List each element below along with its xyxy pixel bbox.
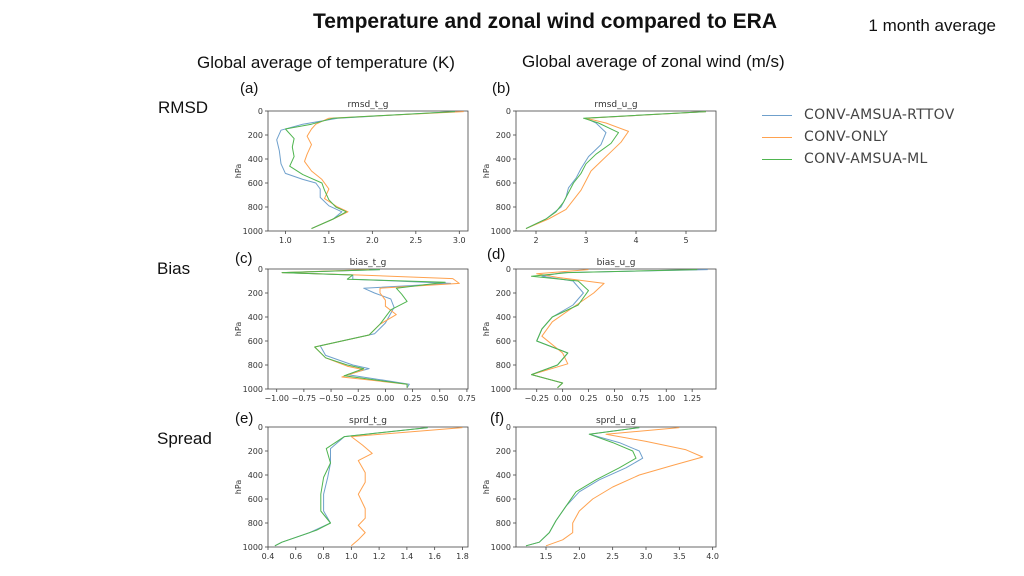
y-tick-label: 400 [495, 471, 511, 480]
x-tick-label: 0.75 [631, 394, 650, 403]
legend-label-conv-only: CONV-ONLY [804, 129, 889, 145]
y-tick-label: 1000 [490, 543, 511, 552]
y-tick-label: 800 [495, 203, 511, 212]
x-tick-label: 1.00 [657, 394, 676, 403]
plot-frame [516, 427, 716, 547]
series-line-conv-amsua-rttov [526, 112, 706, 229]
y-tick-label: 200 [495, 447, 511, 456]
x-tick-label: 3 [583, 236, 589, 245]
y-tick-label: 400 [247, 313, 263, 322]
plot-frame [268, 269, 468, 389]
y-tick-label: 1000 [490, 227, 511, 236]
y-axis-label: hPa [482, 321, 491, 337]
x-tick-label: 0.00 [553, 394, 572, 403]
plot-frame [516, 269, 716, 389]
y-tick-label: 600 [495, 495, 511, 504]
y-axis-label: hPa [482, 163, 491, 179]
panel-tag-e: (e) [235, 410, 254, 427]
y-axis-label: hPa [234, 321, 243, 337]
y-tick-label: 0 [257, 265, 263, 274]
y-tick-label: 200 [247, 131, 263, 140]
x-tick-label: 3.5 [672, 552, 686, 561]
y-tick-label: 800 [247, 361, 263, 370]
y-tick-label: 0 [257, 423, 263, 432]
plot-frame [516, 111, 716, 231]
y-tick-label: 200 [495, 131, 511, 140]
x-tick-label: 0.50 [605, 394, 624, 403]
row-label-rmsd: RMSD [158, 98, 209, 117]
series-line-conv-amsua-rttov [277, 112, 455, 229]
x-tick-label: −0.25 [524, 394, 549, 403]
y-tick-label: 1000 [490, 385, 511, 394]
y-tick-label: 0 [505, 265, 511, 274]
x-tick-label: 0.4 [261, 552, 275, 561]
row-label-bias: Bias [157, 259, 191, 278]
series-line-conv-amsua-rttov [532, 270, 708, 388]
y-tick-label: 400 [495, 155, 511, 164]
legend-entry-conv-only [762, 126, 955, 148]
x-tick-label: 2.0 [365, 236, 379, 245]
series-line-conv-amsua-rttov [275, 428, 428, 546]
series-line-conv-only [526, 112, 706, 229]
x-tick-label: 1.4 [400, 552, 414, 561]
y-tick-label: 0 [505, 107, 511, 116]
y-tick-label: 1000 [242, 543, 263, 552]
series-line-conv-amsua-ml [526, 428, 639, 546]
panel-tag-d: (d) [487, 246, 506, 263]
x-tick-label: 0.00 [376, 394, 395, 403]
x-tick-label: −0.50 [318, 394, 344, 403]
x-tick-label: 4.0 [706, 552, 720, 561]
y-tick-label: 600 [495, 337, 511, 346]
series-line-conv-amsua-ml [532, 270, 698, 388]
wind-column-title: Global average of zonal wind (m/s) [522, 52, 785, 71]
series-line-conv-only [546, 428, 703, 546]
legend-entry-rttov [762, 104, 955, 126]
x-tick-label: 1.6 [428, 552, 442, 561]
y-tick-label: 400 [247, 155, 263, 164]
legend-swatch-rttov [762, 115, 792, 116]
chart-bias-zonal-wind [476, 254, 726, 416]
y-tick-label: 1000 [242, 385, 263, 394]
legend-entry-ml [762, 148, 955, 170]
x-tick-label: 3.0 [452, 236, 466, 245]
y-tick-label: 200 [247, 289, 263, 298]
x-tick-label: −1.00 [264, 394, 289, 403]
x-tick-label: 5 [683, 236, 689, 245]
x-tick-label: 1.25 [683, 394, 702, 403]
row-label-spread: Spread [157, 429, 212, 448]
y-tick-label: 400 [495, 313, 511, 322]
y-tick-label: 0 [257, 107, 263, 116]
series-line-conv-amsua-ml [526, 112, 706, 229]
x-tick-label: 2.5 [409, 236, 423, 245]
y-axis-label: hPa [234, 163, 243, 179]
y-tick-label: 600 [247, 179, 263, 188]
legend-label-rttov: CONV-AMSUA-RTTOV [804, 107, 955, 123]
x-tick-label: 1.0 [279, 236, 292, 245]
x-tick-label: 2.5 [606, 552, 620, 561]
x-tick-label: 1.5 [539, 552, 553, 561]
y-tick-label: 800 [495, 361, 511, 370]
y-axis-label: hPa [234, 479, 243, 495]
y-tick-label: 200 [247, 447, 263, 456]
series-line-conv-amsua-ml [275, 428, 428, 546]
chart-spread-temperature [228, 412, 478, 576]
chart-rmsd-zonal-wind [476, 96, 726, 258]
x-tick-label: 0.25 [403, 394, 422, 403]
chart-title: sprd_u_g [595, 416, 637, 426]
panel-tag-f: (f) [490, 410, 505, 427]
y-tick-label: 600 [495, 179, 511, 188]
legend-swatch-ml [762, 159, 792, 160]
x-tick-label: 0.50 [430, 394, 449, 403]
x-tick-label: 0.25 [579, 394, 598, 403]
x-tick-label: −0.25 [345, 394, 371, 403]
x-tick-label: 0.75 [458, 394, 476, 403]
y-tick-label: 800 [247, 203, 263, 212]
x-tick-label: 0.6 [289, 552, 303, 561]
chart-title: bias_t_g [349, 258, 387, 268]
chart-rmsd-temperature [228, 96, 478, 258]
y-tick-label: 200 [495, 289, 511, 298]
y-tick-label: 1000 [242, 227, 263, 236]
y-tick-label: 400 [247, 471, 263, 480]
page-title: Temperature and zonal wind compared to ERA [312, 10, 777, 33]
legend-swatch-conv-only [762, 137, 792, 138]
chart-spread-zonal-wind [476, 412, 726, 576]
chart-title: rmsd_u_g [594, 100, 638, 110]
period-note: 1 month average [868, 16, 996, 35]
y-tick-label: 800 [247, 519, 263, 528]
series-line-conv-amsua-rttov [282, 270, 451, 388]
panel-tag-b: (b) [492, 80, 511, 97]
x-tick-label: 1.5 [322, 236, 336, 245]
y-axis-label: hPa [482, 479, 491, 495]
x-tick-label: 2.0 [572, 552, 586, 561]
x-tick-label: 4 [633, 236, 639, 245]
x-tick-label: 1.8 [456, 552, 469, 561]
panel-tag-a: (a) [240, 80, 259, 97]
chart-title: bias_u_g [596, 258, 636, 268]
series-line-conv-only [351, 428, 462, 546]
y-tick-label: 800 [495, 519, 511, 528]
y-tick-label: 600 [247, 337, 263, 346]
x-tick-label: 1.0 [344, 552, 358, 561]
chart-title: rmsd_t_g [347, 100, 389, 110]
legend [762, 104, 955, 170]
legend-label-ml: CONV-AMSUA-ML [804, 151, 928, 167]
series-line-conv-only [305, 112, 464, 229]
chart-title: sprd_t_g [349, 416, 387, 426]
x-tick-label: 0.8 [317, 552, 330, 561]
chart-bias-temperature [228, 254, 478, 416]
y-tick-label: 0 [505, 423, 511, 432]
x-tick-label: 1.2 [372, 552, 386, 561]
panel-tag-c: (c) [235, 250, 253, 267]
plot-frame [268, 427, 468, 547]
y-tick-label: 600 [247, 495, 263, 504]
temperature-column-title: Global average of temperature (K) [197, 53, 455, 72]
x-tick-label: −0.75 [291, 394, 317, 403]
x-tick-label: 3.0 [639, 552, 653, 561]
x-tick-label: 2 [533, 236, 539, 245]
